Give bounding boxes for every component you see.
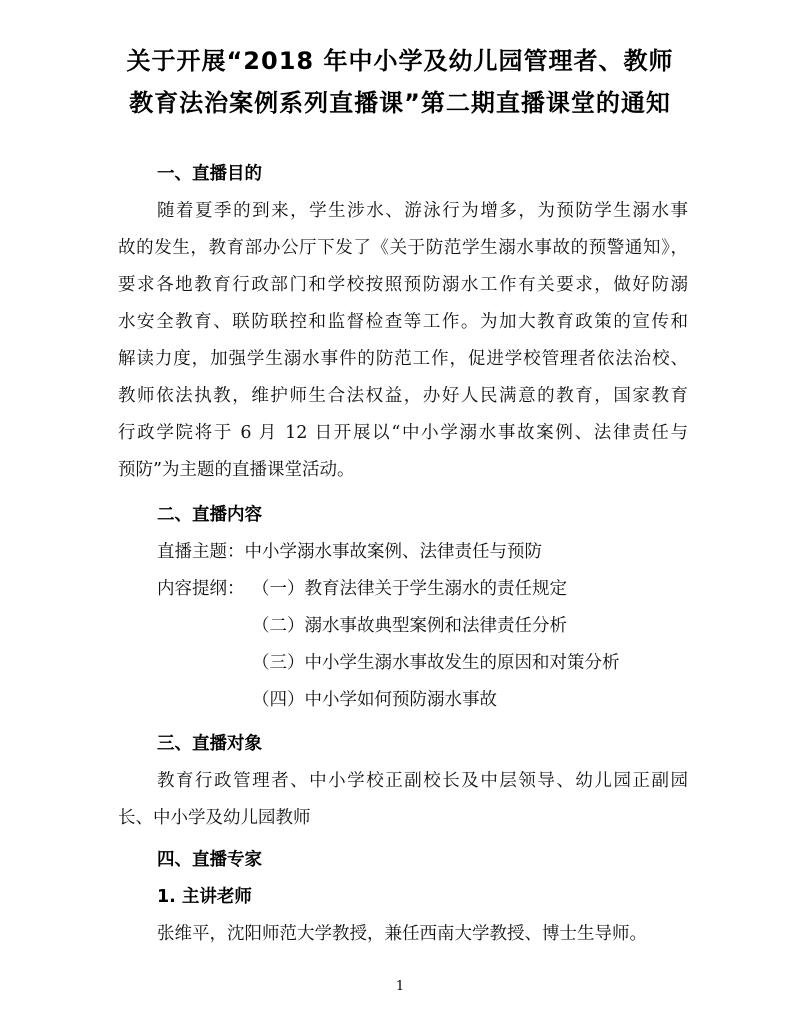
paragraph-line xyxy=(118,234,688,259)
paragraph-line xyxy=(118,308,688,333)
paragraph-line-last: 长、中小学及幼儿园教师 xyxy=(118,808,311,828)
paragraph-line-text: 要求各地教育行政部门和学校按照预防溺水工作有关要求，做好防溺 xyxy=(118,275,688,295)
lecturer-bio: 张维平，沈阳师范大学教授，兼任西南大学教授、博士生导师。 xyxy=(157,924,647,944)
section-heading-audience: 三、直播对象 xyxy=(157,734,262,754)
paragraph-line-last: 预防”为主题的直播课堂活动。 xyxy=(118,460,355,480)
document-title-line-1: 关于开展“2018 年中小学及幼儿园管理者、教师 xyxy=(126,47,674,75)
paragraph-line xyxy=(157,197,688,222)
section-heading-purpose: 一、直播目的 xyxy=(157,164,262,184)
broadcast-topic: 直播主题：中小学溺水事故案例、法律责任与预防 xyxy=(157,542,542,562)
outline-item: （四）中小学如何预防溺水事故 xyxy=(252,690,497,710)
paragraph-line xyxy=(118,271,688,296)
paragraph-line-text: 教师依法执教，维护师生合法权益，办好人民满意的教育，国家教育 xyxy=(118,386,688,406)
paragraph-line-text: 教育行政管理者、中小学校正副校长及中层领导、幼儿园正副园 xyxy=(157,771,688,791)
paragraph-line xyxy=(118,345,688,370)
outline-label: 内容提纲： xyxy=(157,579,245,599)
outline-item: （三）中小学生溺水事故发生的原因和对策分析 xyxy=(252,653,620,673)
paragraph-line-text: 水安全教育、联防联控和监督检查等工作。为加大教育政策的宣传和 xyxy=(118,312,688,332)
outline-item: （二）溺水事故典型案例和法律责任分析 xyxy=(252,616,567,636)
paragraph-line xyxy=(118,382,688,407)
paragraph-line-text: 故的发生，教育部办公厅下发了《关于防范学生溺水事故的预警通知》， xyxy=(118,238,688,258)
paragraph-line xyxy=(118,419,688,444)
section-heading-experts: 四、直播专家 xyxy=(157,850,262,870)
paragraph-line xyxy=(157,767,688,792)
paragraph-line-text: 随着夏季的到来，学生涉水、游泳行为增多，为预防学生溺水事 xyxy=(157,201,688,221)
paragraph-line-text: 解读力度，加强学生溺水事件的防范工作，促进学校管理者依法治校、 xyxy=(118,349,688,369)
document-title-line-2: 教育法治案例系列直播课”第二期直播课堂的通知 xyxy=(129,89,671,117)
paragraph-line-text: 行政学院将于 6 月 12 日开展以“中小学溺水事故案例、法律责任与 xyxy=(118,423,688,443)
section-heading-content: 二、直播内容 xyxy=(157,505,262,525)
outline-item: （一）教育法律关于学生溺水的责任规定 xyxy=(252,579,567,599)
page-number: 1 xyxy=(395,979,405,994)
subheading-lecturer: 1. 主讲老师 xyxy=(157,887,252,907)
